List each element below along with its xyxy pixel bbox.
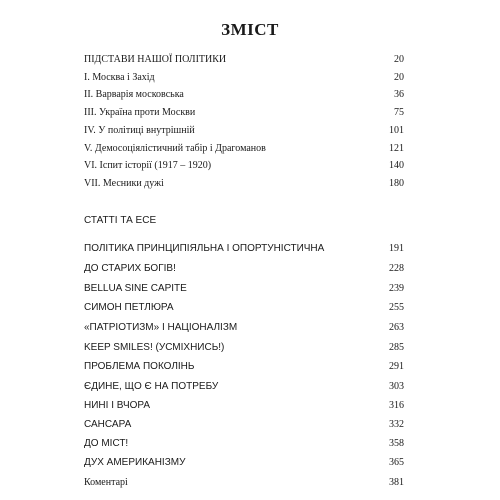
toc-entry	[84, 342, 404, 358]
toc-entry-page: 285	[389, 342, 404, 353]
toc-entry	[84, 283, 404, 299]
toc-entry-title: СИМОН ПЕТЛЮРА	[84, 302, 174, 313]
toc-entry-page: 121	[389, 143, 404, 154]
section-heading: СТАТТІ ТА ЕСЕ	[84, 215, 157, 226]
toc-entry	[84, 54, 404, 70]
toc-entry-title: НИНІ І ВЧОРА	[84, 400, 151, 411]
toc-entry	[84, 178, 404, 194]
toc-entry-page: 101	[389, 125, 404, 136]
toc-entry-page: 255	[389, 302, 404, 313]
toc-entry-title: KEEP SMILES! (УСМІХНИСЬ!)	[84, 342, 225, 353]
toc-entry-page: 140	[389, 160, 404, 171]
toc-entry	[84, 302, 404, 318]
toc-entry-page: 228	[389, 263, 404, 274]
toc-entry-title: VI. Іспит історії (1917 – 1920)	[84, 160, 212, 171]
toc-entry	[84, 457, 404, 473]
toc-entry-page: 36	[394, 89, 404, 100]
toc-entry-page: 303	[389, 381, 404, 392]
toc-entry-page: 180	[389, 178, 404, 189]
toc-entry	[84, 107, 404, 123]
toc-entry-page: 316	[389, 400, 404, 411]
toc-entry-title: «ПАТРІОТИЗМ» І НАЦІОНАЛІЗМ	[84, 322, 238, 333]
toc-entry-title: V. Демосоціялістичний табір і Драгоманов	[84, 143, 266, 154]
toc-entry	[84, 381, 404, 397]
toc-entry	[84, 361, 404, 377]
toc-entry-title: ДО СТАРИХ БОГІВ!	[84, 263, 176, 274]
toc-entry	[84, 243, 404, 259]
toc-entry	[84, 89, 404, 105]
toc-entry-title: ПОЛІТИКА ПРИНЦИПІЯЛЬНА І ОПОРТУНІСТИЧНА	[84, 243, 325, 254]
toc-entry-page: 332	[389, 419, 404, 430]
toc-entry	[84, 477, 404, 493]
toc-entry-title: III. Україна проти Москви	[84, 107, 196, 118]
toc-entry	[84, 322, 404, 338]
toc-entry-page: 239	[389, 283, 404, 294]
toc-entry	[84, 160, 404, 176]
toc-entry-title: САНСАРА	[84, 419, 132, 430]
toc-entry-page: 20	[394, 72, 404, 83]
toc-entry-title: Коментарі	[84, 477, 128, 488]
toc-entry-title: VII. Месники дужі	[84, 178, 164, 189]
toc-entry-title: ПРОБЛЕМА ПОКОЛІНЬ	[84, 361, 195, 372]
toc-entry-page: 291	[389, 361, 404, 372]
toc-entry-title: BELLUA SINE CAPITE	[84, 283, 187, 294]
toc-entry	[84, 263, 404, 279]
toc-entry-page: 20	[394, 54, 404, 65]
page-title: ЗМІСТ	[221, 20, 279, 39]
toc-entry-title: ЄДИНЕ, ЩО Є НА ПОТРЕБУ	[84, 381, 219, 392]
toc-entry	[84, 143, 404, 159]
toc-entry-page: 75	[394, 107, 404, 118]
toc-entry-page: 358	[389, 438, 404, 449]
toc-entry-page: 191	[389, 243, 404, 254]
toc-entry	[84, 72, 404, 88]
toc-entry-title: IV. У політиці внутрішній	[84, 125, 195, 136]
toc-entry-title: ДО МІСТ!	[84, 438, 129, 449]
toc-entry	[84, 125, 404, 141]
toc-entry	[84, 438, 404, 454]
toc-entry-page: 365	[389, 457, 404, 468]
toc-entry-title: ПІДСТАВИ НАШОЇ ПОЛІТИКИ	[84, 54, 227, 65]
toc-entry	[84, 419, 404, 435]
toc-entry-title: ДУХ АМЕРИКАНІЗМУ	[84, 457, 186, 468]
toc-entry	[84, 400, 404, 416]
toc-entry-page: 263	[389, 322, 404, 333]
toc-entry-title: II. Варварія московська	[84, 89, 184, 100]
toc-entry-page: 381	[389, 477, 404, 488]
toc-entry-title: I. Москва і Захід	[84, 72, 155, 83]
